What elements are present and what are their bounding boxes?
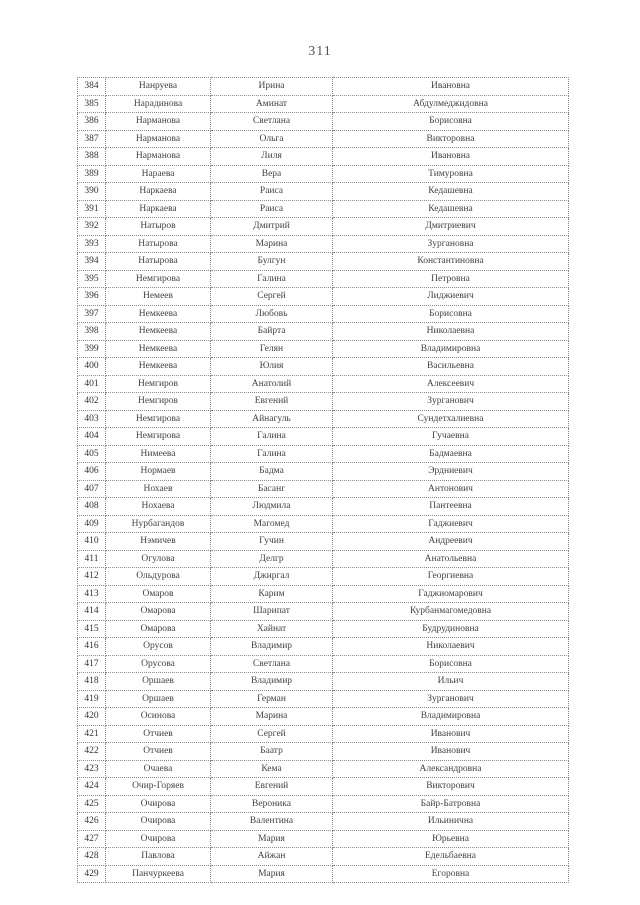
table-row: [78, 323, 569, 341]
last-name-cell: Немкеева: [106, 323, 211, 341]
last-name-cell: Натырова: [106, 253, 211, 271]
last-name-cell: Нурбагандов: [106, 515, 211, 533]
last-name-cell: Нохаев: [106, 480, 211, 498]
first-name-cell: Кема: [211, 760, 333, 778]
patronymic-cell: Тимуровна: [333, 165, 569, 183]
row-number-cell: 399: [78, 340, 106, 358]
table-row: [78, 795, 569, 813]
patronymic-cell: Борисовна: [333, 655, 569, 673]
patronymic-cell: Борисовна: [333, 305, 569, 323]
table-row: [78, 498, 569, 516]
last-name-cell: Немкеева: [106, 358, 211, 376]
row-number-cell: 411: [78, 550, 106, 568]
patronymic-cell: Зурганович: [333, 690, 569, 708]
table-row: [78, 813, 569, 831]
patronymic-cell: Анатольевна: [333, 550, 569, 568]
row-number-cell: 407: [78, 480, 106, 498]
row-number-cell: 420: [78, 708, 106, 726]
first-name-cell: Марина: [211, 708, 333, 726]
table-row: [78, 848, 569, 866]
row-number-cell: 419: [78, 690, 106, 708]
last-name-cell: Панчуркеева: [106, 865, 211, 883]
row-number-cell: 384: [78, 78, 106, 96]
patronymic-cell: Дмитриевич: [333, 218, 569, 236]
page-number: 311: [308, 44, 332, 59]
row-number-cell: 393: [78, 235, 106, 253]
first-name-cell: Галина: [211, 270, 333, 288]
last-name-cell: Нормаев: [106, 463, 211, 481]
table-row: [78, 655, 569, 673]
last-name-cell: Нарманова: [106, 130, 211, 148]
first-name-cell: Анатолий: [211, 375, 333, 393]
patronymic-cell: Иванович: [333, 743, 569, 761]
table-row: [78, 585, 569, 603]
row-number-cell: 386: [78, 113, 106, 131]
patronymic-cell: Борисовна: [333, 113, 569, 131]
first-name-cell: Галина: [211, 428, 333, 446]
patronymic-cell: Викторовна: [333, 130, 569, 148]
row-number-cell: 385: [78, 95, 106, 113]
last-name-cell: Нанруева: [106, 78, 211, 96]
row-number-cell: 402: [78, 393, 106, 411]
first-name-cell: Людмила: [211, 498, 333, 516]
last-name-cell: Очаева: [106, 760, 211, 778]
row-number-cell: 425: [78, 795, 106, 813]
table-row: [78, 410, 569, 428]
row-number-cell: 395: [78, 270, 106, 288]
first-name-cell: Валентина: [211, 813, 333, 831]
patronymic-cell: Юрьевна: [333, 830, 569, 848]
patronymic-cell: Николаевна: [333, 323, 569, 341]
table-row: [78, 480, 569, 498]
last-name-cell: Немгирова: [106, 270, 211, 288]
table-row: [78, 778, 569, 796]
last-name-cell: Очирова: [106, 813, 211, 831]
last-name-cell: Огулова: [106, 550, 211, 568]
roster-body: [78, 78, 569, 883]
patronymic-cell: Владимировна: [333, 708, 569, 726]
row-number-cell: 408: [78, 498, 106, 516]
first-name-cell: Сергей: [211, 288, 333, 306]
patronymic-cell: Ильинична: [333, 813, 569, 831]
first-name-cell: Любовь: [211, 305, 333, 323]
row-number-cell: 391: [78, 200, 106, 218]
row-number-cell: 416: [78, 638, 106, 656]
table-row: [78, 725, 569, 743]
last-name-cell: Немгиров: [106, 393, 211, 411]
table-row: [78, 568, 569, 586]
row-number-cell: 427: [78, 830, 106, 848]
last-name-cell: Немеев: [106, 288, 211, 306]
patronymic-cell: Едельбаевна: [333, 848, 569, 866]
patronymic-cell: Петровна: [333, 270, 569, 288]
last-name-cell: Омаров: [106, 585, 211, 603]
patronymic-cell: Зурганович: [333, 393, 569, 411]
last-name-cell: Орусов: [106, 638, 211, 656]
row-number-cell: 405: [78, 445, 106, 463]
first-name-cell: Лиля: [211, 148, 333, 166]
patronymic-cell: Антонович: [333, 480, 569, 498]
first-name-cell: Евгений: [211, 778, 333, 796]
last-name-cell: Омарова: [106, 603, 211, 621]
first-name-cell: Галина: [211, 445, 333, 463]
first-name-cell: Хайнат: [211, 620, 333, 638]
first-name-cell: Раиса: [211, 200, 333, 218]
patronymic-cell: Егоровна: [333, 865, 569, 883]
patronymic-cell: Александровна: [333, 760, 569, 778]
last-name-cell: Очирова: [106, 830, 211, 848]
last-name-cell: Немгирова: [106, 410, 211, 428]
patronymic-cell: Викторович: [333, 778, 569, 796]
patronymic-cell: Гаджиевич: [333, 515, 569, 533]
table-row: [78, 95, 569, 113]
last-name-cell: Осинова: [106, 708, 211, 726]
first-name-cell: Джиргал: [211, 568, 333, 586]
first-name-cell: Магомед: [211, 515, 333, 533]
last-name-cell: Нараева: [106, 165, 211, 183]
last-name-cell: Ольдурова: [106, 568, 211, 586]
patronymic-cell: Гучаевна: [333, 428, 569, 446]
table-row: [78, 550, 569, 568]
patronymic-cell: Георгиевна: [333, 568, 569, 586]
row-number-cell: 428: [78, 848, 106, 866]
table-row: [78, 428, 569, 446]
last-name-cell: Омарова: [106, 620, 211, 638]
row-number-cell: 421: [78, 725, 106, 743]
patronymic-cell: Лиджиевич: [333, 288, 569, 306]
row-number-cell: 417: [78, 655, 106, 673]
row-number-cell: 424: [78, 778, 106, 796]
first-name-cell: Светлана: [211, 113, 333, 131]
first-name-cell: Раиса: [211, 183, 333, 201]
first-name-cell: Гучин: [211, 533, 333, 551]
first-name-cell: Герман: [211, 690, 333, 708]
first-name-cell: Карим: [211, 585, 333, 603]
last-name-cell: Очир-Горяев: [106, 778, 211, 796]
patronymic-cell: Пантеевна: [333, 498, 569, 516]
table-row: [78, 638, 569, 656]
patronymic-cell: Будрудиновна: [333, 620, 569, 638]
row-number-cell: 412: [78, 568, 106, 586]
last-name-cell: Нохаева: [106, 498, 211, 516]
first-name-cell: Гелян: [211, 340, 333, 358]
table-row: [78, 865, 569, 883]
first-name-cell: Баатр: [211, 743, 333, 761]
first-name-cell: Евгений: [211, 393, 333, 411]
row-number-cell: 410: [78, 533, 106, 551]
table-row: [78, 515, 569, 533]
first-name-cell: Басанг: [211, 480, 333, 498]
table-row: [78, 340, 569, 358]
table-row: [78, 708, 569, 726]
row-number-cell: 398: [78, 323, 106, 341]
row-number-cell: 426: [78, 813, 106, 831]
row-number-cell: 429: [78, 865, 106, 883]
table-row: [78, 253, 569, 271]
first-name-cell: Юлия: [211, 358, 333, 376]
table-row: [78, 218, 569, 236]
first-name-cell: Делгр: [211, 550, 333, 568]
last-name-cell: Нарманова: [106, 113, 211, 131]
last-name-cell: Наркаева: [106, 200, 211, 218]
table-row: [78, 78, 569, 96]
table-row: [78, 690, 569, 708]
row-number-cell: 403: [78, 410, 106, 428]
table-row: [78, 288, 569, 306]
row-number-cell: 401: [78, 375, 106, 393]
table-row: [78, 445, 569, 463]
last-name-cell: Немкеева: [106, 340, 211, 358]
last-name-cell: Нарманова: [106, 148, 211, 166]
patronymic-cell: Зургановна: [333, 235, 569, 253]
patronymic-cell: Гаджиомарович: [333, 585, 569, 603]
table-row: [78, 130, 569, 148]
patronymic-cell: Ивановна: [333, 78, 569, 96]
last-name-cell: Немгиров: [106, 375, 211, 393]
table-row: [78, 200, 569, 218]
last-name-cell: Оршаев: [106, 690, 211, 708]
row-number-cell: 390: [78, 183, 106, 201]
patronymic-cell: Сундетхалиевна: [333, 410, 569, 428]
patronymic-cell: Кедашевна: [333, 183, 569, 201]
table-row: [78, 393, 569, 411]
table-row: [78, 743, 569, 761]
patronymic-cell: Васильевна: [333, 358, 569, 376]
patronymic-cell: Бадмаевна: [333, 445, 569, 463]
first-name-cell: Светлана: [211, 655, 333, 673]
roster-table: [77, 77, 569, 883]
row-number-cell: 409: [78, 515, 106, 533]
row-number-cell: 397: [78, 305, 106, 323]
patronymic-cell: Абдулмеджидовна: [333, 95, 569, 113]
last-name-cell: Немгирова: [106, 428, 211, 446]
first-name-cell: Булгун: [211, 253, 333, 271]
table-row: [78, 165, 569, 183]
row-number-cell: 422: [78, 743, 106, 761]
first-name-cell: Мария: [211, 865, 333, 883]
first-name-cell: Бадма: [211, 463, 333, 481]
first-name-cell: Шарипат: [211, 603, 333, 621]
row-number-cell: 415: [78, 620, 106, 638]
row-number-cell: 418: [78, 673, 106, 691]
table-row: [78, 270, 569, 288]
patronymic-cell: Ильич: [333, 673, 569, 691]
row-number-cell: 394: [78, 253, 106, 271]
first-name-cell: Вероника: [211, 795, 333, 813]
table-row: [78, 358, 569, 376]
row-number-cell: 414: [78, 603, 106, 621]
last-name-cell: Оршаев: [106, 673, 211, 691]
row-number-cell: 404: [78, 428, 106, 446]
table-row: [78, 620, 569, 638]
last-name-cell: Натырова: [106, 235, 211, 253]
patronymic-cell: Ивановна: [333, 148, 569, 166]
row-number-cell: 389: [78, 165, 106, 183]
patronymic-cell: Андреевич: [333, 533, 569, 551]
first-name-cell: Сергей: [211, 725, 333, 743]
row-number-cell: 387: [78, 130, 106, 148]
last-name-cell: Отчиев: [106, 743, 211, 761]
table-row: [78, 183, 569, 201]
first-name-cell: Аминат: [211, 95, 333, 113]
table-row: [78, 305, 569, 323]
last-name-cell: Нарадинова: [106, 95, 211, 113]
table-row: [78, 673, 569, 691]
first-name-cell: Мария: [211, 830, 333, 848]
first-name-cell: Владимир: [211, 638, 333, 656]
row-number-cell: 400: [78, 358, 106, 376]
table-row: [78, 113, 569, 131]
last-name-cell: Натыров: [106, 218, 211, 236]
table-row: [78, 235, 569, 253]
table-row: [78, 148, 569, 166]
first-name-cell: Айжан: [211, 848, 333, 866]
patronymic-cell: Байр-Батровна: [333, 795, 569, 813]
last-name-cell: Орусова: [106, 655, 211, 673]
patronymic-cell: Иванович: [333, 725, 569, 743]
last-name-cell: Отчиев: [106, 725, 211, 743]
table-row: [78, 760, 569, 778]
first-name-cell: Владимир: [211, 673, 333, 691]
last-name-cell: Нимеева: [106, 445, 211, 463]
table-row: [78, 830, 569, 848]
row-number-cell: 413: [78, 585, 106, 603]
first-name-cell: Дмитрий: [211, 218, 333, 236]
patronymic-cell: Николаевич: [333, 638, 569, 656]
first-name-cell: Марина: [211, 235, 333, 253]
table-row: [78, 463, 569, 481]
last-name-cell: Павлова: [106, 848, 211, 866]
row-number-cell: 392: [78, 218, 106, 236]
row-number-cell: 423: [78, 760, 106, 778]
patronymic-cell: Кедашевна: [333, 200, 569, 218]
row-number-cell: 388: [78, 148, 106, 166]
table-row: [78, 533, 569, 551]
patronymic-cell: Курбанмагомедовна: [333, 603, 569, 621]
last-name-cell: Очирова: [106, 795, 211, 813]
row-number-cell: 406: [78, 463, 106, 481]
patronymic-cell: Константиновна: [333, 253, 569, 271]
table-row: [78, 603, 569, 621]
last-name-cell: Немкеева: [106, 305, 211, 323]
table-row: [78, 375, 569, 393]
row-number-cell: 396: [78, 288, 106, 306]
first-name-cell: Ольга: [211, 130, 333, 148]
patronymic-cell: Владимировна: [333, 340, 569, 358]
patronymic-cell: Алексеевич: [333, 375, 569, 393]
first-name-cell: Вера: [211, 165, 333, 183]
last-name-cell: Нэмичев: [106, 533, 211, 551]
last-name-cell: Наркаева: [106, 183, 211, 201]
patronymic-cell: Эрдниевич: [333, 463, 569, 481]
first-name-cell: Байрта: [211, 323, 333, 341]
first-name-cell: Ирина: [211, 78, 333, 96]
first-name-cell: Айнагуль: [211, 410, 333, 428]
